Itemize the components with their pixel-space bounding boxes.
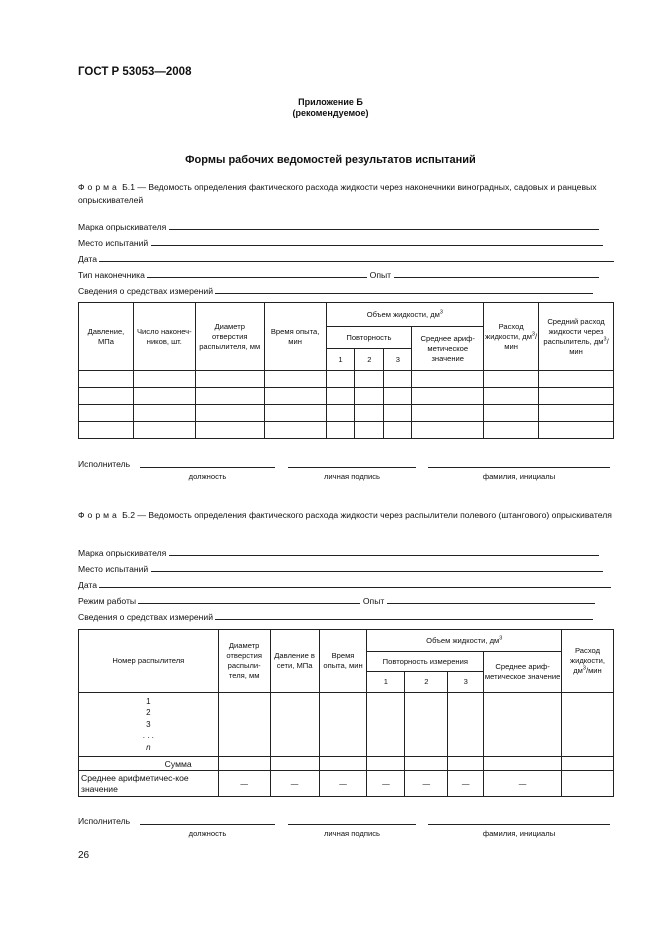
form1-name-caption: фамилия, инициалы: [482, 472, 556, 481]
list-item: 2: [146, 708, 151, 718]
form2-caption: [78, 509, 618, 522]
dash-cell: —: [484, 771, 562, 797]
form1-field-instruments: [78, 284, 593, 296]
field-label: Место испытаний: [78, 238, 149, 248]
form1-signature-caption: личная подпись: [324, 472, 380, 481]
form1-field-tip: [78, 268, 599, 280]
fill-line[interactable]: [147, 268, 367, 278]
col-flow: [562, 630, 614, 693]
flow-label: Расход жидкости, дм: [570, 646, 606, 675]
col-rep-2: 2: [405, 672, 448, 693]
form2-executor: [78, 816, 130, 826]
col-rep-1: 1: [326, 349, 355, 371]
col-flow: [484, 303, 539, 371]
flow-unit: /мин: [504, 331, 538, 351]
mean-flow-unit: /мин: [569, 336, 609, 356]
form1-name-line[interactable]: [428, 467, 610, 468]
volume-sup: 3: [499, 634, 503, 641]
dash-cell: —: [319, 771, 367, 797]
col-mean-flow: [539, 303, 614, 371]
form1-label: Форма: [78, 182, 120, 192]
volume-label: Объем жидкости, дм: [366, 309, 440, 319]
field-label: Опыт: [362, 596, 385, 606]
col-repeatability: Повторность измерения: [367, 652, 484, 672]
col-volume: [326, 303, 484, 327]
form1-field-site: [78, 236, 603, 248]
appendix-subtitle: (рекомендуемое): [292, 108, 369, 118]
page-number: 26: [78, 850, 90, 861]
form1-position-caption: должность: [188, 472, 227, 481]
table-row: [79, 405, 614, 422]
col-network-pressure: Давление в сети, МПа: [270, 630, 319, 693]
fill-line[interactable]: [151, 562, 603, 572]
col-time: Время опыта, мин: [264, 303, 326, 371]
dash-cell: —: [405, 771, 448, 797]
field-label: Дата: [78, 580, 98, 590]
col-volume: [367, 630, 562, 652]
form2-position-caption: должность: [188, 829, 227, 838]
list-item: . . .: [142, 731, 154, 741]
appendix-title: Приложение Б: [298, 97, 363, 107]
col-mean: Среднее ариф-метическое значение: [412, 327, 484, 371]
form2-table: [78, 629, 614, 797]
mean-flow-label: Средний расход жидкости через распылитель, дм: [543, 316, 605, 346]
nozzle-list: [79, 693, 219, 757]
col-pressure: Давление, МПа: [79, 303, 134, 371]
volume-label: Объем жидкости, дм: [426, 635, 500, 645]
dash-cell: —: [270, 771, 319, 797]
form1-text: Б.1 — Ведомость определения фактического расхода жидкости через наконечники виноградных, садовых и ранцевых опрыскивателей: [78, 182, 597, 205]
fill-line[interactable]: [99, 578, 611, 588]
form1-executor: [78, 459, 130, 469]
table-row: [79, 422, 614, 439]
table-row: [79, 371, 614, 388]
form2-signature-line[interactable]: [288, 824, 416, 825]
flow-label: Расход жидкости, дм: [485, 321, 532, 341]
form1-table: [78, 302, 614, 439]
field-label: Марка опрыскивателя: [78, 548, 167, 558]
fill-line[interactable]: [387, 594, 595, 604]
standard-header: ГОСТ Р 53053—2008: [78, 66, 192, 78]
table-row: [79, 771, 614, 797]
field-label: Марка опрыскивателя: [78, 222, 167, 232]
flow-unit: /мин: [585, 666, 602, 675]
form2-field-brand: [78, 546, 599, 558]
col-hole-diameter: Диаметр отверстия распыли-теля, мм: [218, 630, 270, 693]
fill-line[interactable]: [169, 546, 599, 556]
form1-field-date: [78, 252, 614, 264]
dash-cell: —: [218, 771, 270, 797]
sum-label: Сумма: [79, 757, 219, 771]
fill-line[interactable]: [394, 268, 599, 278]
field-label: Сведения о средствах измерений: [78, 286, 213, 296]
field-label: Опыт: [369, 270, 392, 280]
form2-position-line[interactable]: [140, 824, 275, 825]
form1-position-line[interactable]: [140, 467, 275, 468]
form2-name-line[interactable]: [428, 824, 610, 825]
field-label: Тип наконечника: [78, 270, 145, 280]
field-label: Режим работы: [78, 596, 137, 606]
field-label: Дата: [78, 254, 98, 264]
mean-flow-sup: 3: [603, 335, 607, 342]
fill-line[interactable]: [138, 594, 360, 604]
mean-row-label: Среднее арифметичес-кое значение: [79, 771, 219, 797]
form2-name-caption: фамилия, инициалы: [482, 829, 556, 838]
form2-field-instruments: [78, 610, 593, 622]
form2-field-date: [78, 578, 611, 590]
form2-label: Форма: [78, 510, 120, 520]
form1-signature-line[interactable]: [288, 467, 416, 468]
col-hole-diameter: Диаметр отверстия распылителя, мм: [195, 303, 264, 371]
flow-sup: 3: [582, 665, 586, 672]
table-row: [79, 693, 614, 757]
flow-sup: 3: [531, 330, 535, 337]
fill-line[interactable]: [169, 220, 599, 230]
col-mean: Среднее ариф-метическое значение: [484, 652, 562, 693]
executor-label: Исполнитель: [78, 459, 131, 469]
form2-field-site: [78, 562, 603, 574]
field-label: Место испытаний: [78, 564, 149, 574]
col-rep-3: 3: [448, 672, 484, 693]
table-row: [79, 388, 614, 405]
col-tip-count: Число наконеч-ников, шт.: [133, 303, 195, 371]
col-nozzle-number: Номер распылителя: [79, 630, 219, 693]
col-rep-1: 1: [367, 672, 405, 693]
section-title: Формы рабочих ведомостей результатов испытаний: [185, 154, 476, 166]
col-repeatability: Повторность: [326, 327, 412, 349]
list-item: n: [146, 742, 151, 752]
fill-line[interactable]: [99, 252, 614, 262]
fill-line[interactable]: [151, 236, 603, 246]
col-time: Время опыта, мин: [319, 630, 367, 693]
col-rep-3: 3: [384, 349, 412, 371]
form2-text: Б.2 — Ведомость определения фактического расхода жидкости через распылители полевого (штангового) опрыскивателя: [122, 510, 612, 520]
col-rep-2: 2: [355, 349, 384, 371]
form2-signature-caption: личная подпись: [324, 829, 380, 838]
dash-cell: —: [367, 771, 405, 797]
fill-line[interactable]: [215, 610, 593, 620]
table-row: [79, 757, 614, 771]
fill-line[interactable]: [215, 284, 593, 294]
list-item: 1: [146, 696, 151, 706]
list-item: 3: [146, 719, 151, 729]
form2-field-mode: [78, 594, 595, 606]
form1-field-brand: [78, 220, 599, 232]
field-label: Сведения о средствах измерений: [78, 612, 213, 622]
executor-label: Исполнитель: [78, 816, 131, 826]
appendix-heading: [0, 97, 661, 119]
dash-cell: —: [448, 771, 484, 797]
volume-sup: 3: [439, 308, 443, 315]
form1-caption: [78, 181, 618, 207]
